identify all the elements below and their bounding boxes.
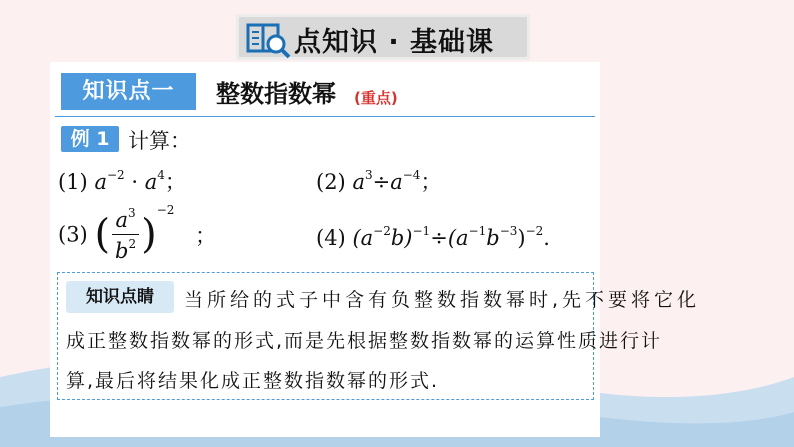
- tips-line-3: 算,最后将结果化成正整数指数幂的形式.: [66, 370, 440, 392]
- problem-4: (4) $(a^{-2}b)^{-1}\div(a^{-1}b^{-3})^{-2}$.: [316, 224, 550, 250]
- tips-badge: 知识点睛: [66, 281, 174, 313]
- problem-2: (2) $a^3\div a^{-4}$；: [316, 168, 442, 194]
- header-banner: [236, 14, 530, 60]
- divider: [55, 116, 595, 117]
- section-tag: (重点): [354, 89, 398, 107]
- example-badge: 例 1: [61, 126, 119, 152]
- tips-box: [57, 272, 701, 400]
- tips-line-1: 当所给的式子中含有负整数指数幂时,先不要将它化: [184, 289, 701, 311]
- tips-line-2: 成正整数指数幂的形式,而是先根据整数指数幂的运算性质进行计: [66, 330, 663, 352]
- fraction: $\frac{a^3}{b^2}$: [112, 206, 139, 263]
- section-badge: 知识点一: [61, 73, 196, 110]
- problem-3: (3) ( $\frac{a^3}{b^2}$ )$^{-2}$ ；: [58, 203, 217, 263]
- problem-1: (1) $a^{-2} \cdot a^4$；: [58, 168, 186, 194]
- header-title: 点知识 · 基础课: [294, 27, 495, 58]
- book-magnifier-icon: [246, 19, 292, 59]
- example-instruction: 计算：: [128, 129, 191, 153]
- section-title: 整数指数幂: [216, 80, 336, 108]
